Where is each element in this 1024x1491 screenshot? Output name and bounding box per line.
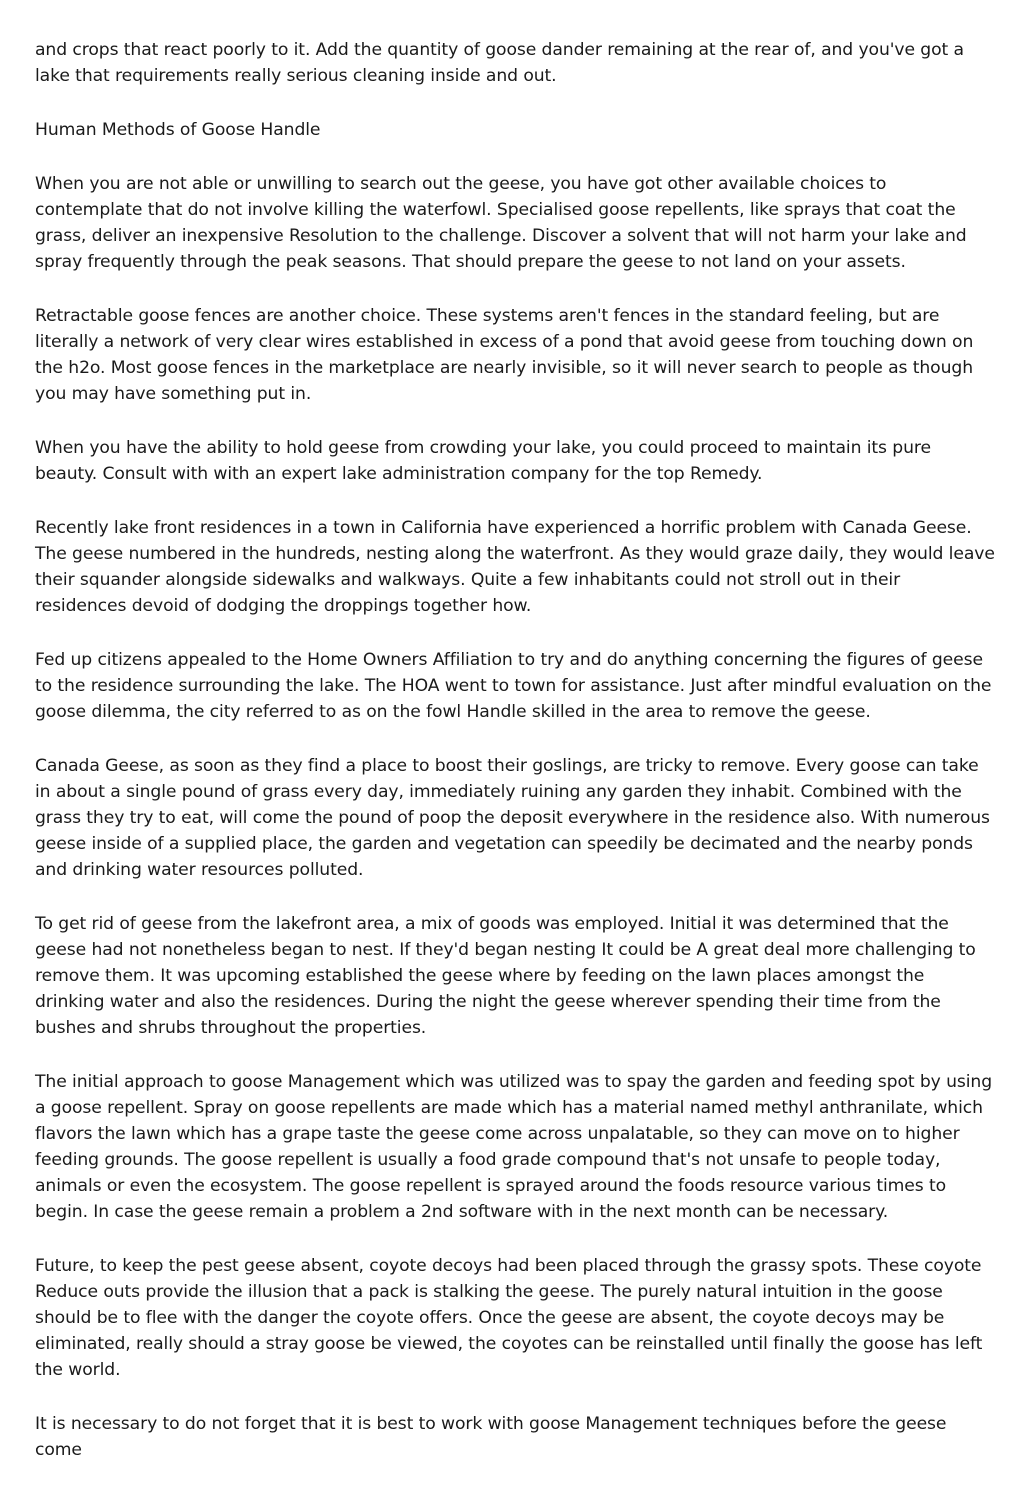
paragraph-2: When you are not able or unwilling to search out the geese, you have got other available choices to contemplate that do not involve killing the waterfowl. Specialised goose repellents, like sprays that coat the grass, deliver an inexpensive Resolution to the challenge. Discover a solvent that will not harm your lake and spray frequently through the peak seasons. That should prepare the geese to not land on your assets.	[35, 174, 967, 272]
paragraph-3: Retractable goose fences are another choice. These systems aren't fences in the standard feeling, but are literally a network of very clear wires established in excess of a pond that avoid geese from touching down on the h2o. Most goose fences in the marketplace are nearly invisible, so it will never search to people as though you may have something put in.	[35, 306, 974, 404]
paragraph-7: Canada Geese, as soon as they find a place to boost their goslings, are tricky to remove. Every goose can take in about a single pound of grass every day, immediately ruining any garden they inhabit. Combined with the grass they try to eat, will come the pound of poop the deposit everywhere in the residence also. With numerous geese inside of a supplied place, the garden and vegetation can speedily be decimated and the nearby ponds and drinking water resources polluted.	[35, 756, 990, 880]
paragraph-5: Recently lake front residences in a town in California have experienced a horrific problem with Canada Geese. The geese numbered in the hundreds, nesting along the waterfront. As they would graze daily, they would leave their squander alongside sidewalks and walkways. Quite a few inhabitants could not stroll out in their residences devoid of dodging the droppings together how.	[35, 518, 995, 616]
paragraph-10: Future, to keep the pest geese absent, coyote decoys had been placed through the grassy spots. These coyote Reduce outs provide the illusion that a pack is stalking the geese. The purely natural intuition in the goose should be to flee with the danger the coyote offers. Once the geese are absent, the coyote decoys may be eliminated, really should a stray goose be viewed, the coyotes can be reinstalled until finally the goose has left the world.	[35, 1256, 983, 1380]
paragraph-11: It is necessary to do not forget that it is best to work with goose Management techniques before the geese come	[35, 1414, 947, 1460]
paragraph-8: To get rid of geese from the lakefront area, a mix of goods was employed. Initial it was determined that the geese had not nonetheless began to nest. If they'd began nesting It could be A great deal more challenging to remove them. It was upcoming established the geese where by feeding on the lawn places amongst the drinking water and also the residences. During the night the geese wherever spending their time from the bushes and shrubs throughout the properties.	[35, 914, 976, 1038]
paragraph-1: and crops that react poorly to it. Add the quantity of goose dander remaining at the rear of, and you've got a lake that requirements really serious cleaning inside and out.	[35, 40, 964, 86]
paragraph-6: Fed up citizens appealed to the Home Owners Affiliation to try and do anything concerning the figures of geese to the residence surrounding the lake. The HOA went to town for assistance. Just after mindful evaluation on the goose dilemma, the city referred to as on the fowl Handle skilled in the area to remove the geese.	[35, 650, 992, 722]
paragraph-4: When you have the ability to hold geese from crowding your lake, you could proceed to maintain its pure beauty. Consult with with an expert lake administration company for the top Remedy.	[35, 438, 931, 484]
article-body	[35, 37, 995, 1491]
paragraph-9: The initial approach to goose Management which was utilized was to spay the garden and feeding spot by using a goose repellent. Spray on goose repellents are made which has a material named methyl anthranilate, which flavors the lawn which has a grape taste the geese come across unpalatable, so they can move on to higher feeding grounds. The goose repellent is usually a food grade compound that's not unsafe to people today, animals or even the ecosystem. The goose repellent is sprayed around the foods resource various times to begin. In case the geese remain a problem a 2nd software with in the next month can be necessary.	[35, 1072, 993, 1222]
section-heading: Human Methods of Goose Handle	[35, 120, 321, 140]
